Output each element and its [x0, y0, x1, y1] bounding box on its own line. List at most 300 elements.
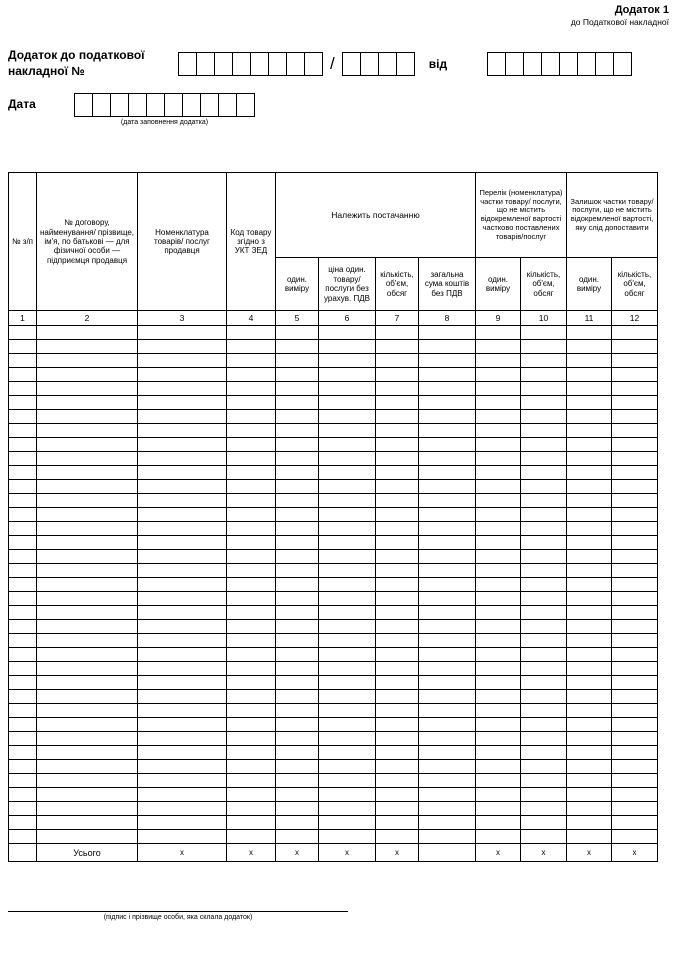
empty-cell[interactable] [319, 662, 376, 676]
empty-cell[interactable] [612, 634, 658, 648]
empty-cell[interactable] [276, 676, 319, 690]
empty-cell[interactable] [227, 396, 276, 410]
empty-cell[interactable] [319, 326, 376, 340]
input-box[interactable] [182, 93, 201, 117]
empty-cell[interactable] [376, 816, 419, 830]
empty-cell[interactable] [476, 480, 521, 494]
empty-cell[interactable] [319, 760, 376, 774]
empty-cell[interactable] [376, 690, 419, 704]
empty-cell[interactable] [419, 578, 476, 592]
empty-cell[interactable] [138, 816, 227, 830]
empty-cell[interactable] [9, 340, 37, 354]
empty-cell[interactable] [37, 522, 138, 536]
empty-cell[interactable] [138, 536, 227, 550]
empty-cell[interactable] [138, 382, 227, 396]
empty-cell[interactable] [419, 410, 476, 424]
input-box[interactable] [396, 52, 415, 76]
empty-cell[interactable] [138, 578, 227, 592]
empty-cell[interactable] [567, 634, 612, 648]
empty-cell[interactable] [9, 788, 37, 802]
empty-cell[interactable] [319, 522, 376, 536]
empty-cell[interactable] [419, 620, 476, 634]
empty-cell[interactable] [612, 466, 658, 480]
empty-cell[interactable] [612, 746, 658, 760]
empty-cell[interactable] [567, 466, 612, 480]
empty-cell[interactable] [227, 774, 276, 788]
empty-cell[interactable] [37, 634, 138, 648]
empty-cell[interactable] [476, 396, 521, 410]
empty-cell[interactable] [376, 438, 419, 452]
empty-cell[interactable] [9, 368, 37, 382]
empty-cell[interactable] [476, 746, 521, 760]
empty-cell[interactable] [276, 354, 319, 368]
empty-cell[interactable] [276, 788, 319, 802]
input-box[interactable] [200, 93, 219, 117]
empty-cell[interactable] [9, 550, 37, 564]
empty-cell[interactable] [319, 802, 376, 816]
empty-cell[interactable] [376, 452, 419, 466]
empty-cell[interactable] [521, 704, 567, 718]
empty-cell[interactable] [567, 662, 612, 676]
empty-cell[interactable] [476, 732, 521, 746]
signature-line[interactable] [8, 910, 348, 912]
empty-cell[interactable] [376, 410, 419, 424]
empty-cell[interactable] [476, 354, 521, 368]
empty-cell[interactable] [612, 816, 658, 830]
empty-cell[interactable] [567, 382, 612, 396]
empty-cell[interactable] [521, 774, 567, 788]
empty-cell[interactable] [567, 494, 612, 508]
empty-cell[interactable] [476, 326, 521, 340]
empty-cell[interactable] [276, 662, 319, 676]
empty-cell[interactable] [227, 410, 276, 424]
input-box[interactable] [360, 52, 379, 76]
empty-cell[interactable] [276, 746, 319, 760]
empty-cell[interactable] [37, 536, 138, 550]
empty-cell[interactable] [319, 648, 376, 662]
empty-cell[interactable] [376, 592, 419, 606]
empty-cell[interactable] [138, 648, 227, 662]
empty-cell[interactable] [227, 424, 276, 438]
empty-cell[interactable] [567, 354, 612, 368]
empty-cell[interactable] [521, 620, 567, 634]
empty-cell[interactable] [476, 536, 521, 550]
empty-cell[interactable] [612, 802, 658, 816]
empty-cell[interactable] [567, 760, 612, 774]
empty-cell[interactable] [521, 452, 567, 466]
empty-cell[interactable] [227, 802, 276, 816]
empty-cell[interactable] [376, 508, 419, 522]
empty-cell[interactable] [138, 620, 227, 634]
empty-cell[interactable] [567, 326, 612, 340]
empty-cell[interactable] [227, 522, 276, 536]
empty-cell[interactable] [476, 648, 521, 662]
empty-cell[interactable] [319, 816, 376, 830]
input-box[interactable] [146, 93, 165, 117]
empty-cell[interactable] [612, 438, 658, 452]
empty-cell[interactable] [9, 424, 37, 438]
input-box[interactable] [505, 52, 524, 76]
empty-cell[interactable] [521, 718, 567, 732]
empty-cell[interactable] [521, 522, 567, 536]
empty-cell[interactable] [567, 830, 612, 844]
empty-cell[interactable] [37, 410, 138, 424]
empty-cell[interactable] [319, 466, 376, 480]
empty-cell[interactable] [476, 564, 521, 578]
empty-cell[interactable] [476, 494, 521, 508]
empty-cell[interactable] [9, 718, 37, 732]
empty-cell[interactable] [521, 340, 567, 354]
empty-cell[interactable] [612, 774, 658, 788]
empty-cell[interactable] [419, 438, 476, 452]
empty-cell[interactable] [138, 704, 227, 718]
empty-cell[interactable] [376, 578, 419, 592]
empty-cell[interactable] [37, 662, 138, 676]
empty-cell[interactable] [376, 788, 419, 802]
empty-cell[interactable] [567, 704, 612, 718]
input-box[interactable] [92, 93, 111, 117]
empty-cell[interactable] [567, 564, 612, 578]
empty-cell[interactable] [9, 396, 37, 410]
input-box[interactable] [613, 52, 632, 76]
empty-cell[interactable] [276, 368, 319, 382]
empty-cell[interactable] [476, 830, 521, 844]
empty-cell[interactable] [319, 788, 376, 802]
empty-cell[interactable] [567, 424, 612, 438]
empty-cell[interactable] [37, 578, 138, 592]
empty-cell[interactable] [319, 718, 376, 732]
empty-cell[interactable] [138, 830, 227, 844]
empty-cell[interactable] [612, 354, 658, 368]
empty-cell[interactable] [419, 606, 476, 620]
empty-cell[interactable] [476, 676, 521, 690]
empty-cell[interactable] [612, 578, 658, 592]
empty-cell[interactable] [319, 732, 376, 746]
empty-cell[interactable] [521, 690, 567, 704]
empty-cell[interactable] [37, 788, 138, 802]
empty-cell[interactable] [37, 690, 138, 704]
empty-cell[interactable] [376, 480, 419, 494]
empty-cell[interactable] [227, 830, 276, 844]
empty-cell[interactable] [521, 592, 567, 606]
empty-cell[interactable] [521, 396, 567, 410]
input-box[interactable] [268, 52, 287, 76]
empty-cell[interactable] [612, 564, 658, 578]
empty-cell[interactable] [319, 536, 376, 550]
empty-cell[interactable] [276, 690, 319, 704]
empty-cell[interactable] [37, 396, 138, 410]
empty-cell[interactable] [9, 746, 37, 760]
empty-cell[interactable] [9, 382, 37, 396]
empty-cell[interactable] [138, 746, 227, 760]
empty-cell[interactable] [376, 494, 419, 508]
empty-cell[interactable] [9, 410, 37, 424]
empty-cell[interactable] [227, 382, 276, 396]
empty-cell[interactable] [419, 452, 476, 466]
empty-cell[interactable] [9, 606, 37, 620]
empty-cell[interactable] [612, 732, 658, 746]
empty-cell[interactable] [419, 508, 476, 522]
empty-cell[interactable] [9, 480, 37, 494]
empty-cell[interactable] [476, 788, 521, 802]
empty-cell[interactable] [9, 466, 37, 480]
empty-cell[interactable] [419, 494, 476, 508]
empty-cell[interactable] [476, 704, 521, 718]
empty-cell[interactable] [319, 382, 376, 396]
empty-cell[interactable] [9, 522, 37, 536]
empty-cell[interactable] [521, 480, 567, 494]
empty-cell[interactable] [567, 690, 612, 704]
empty-cell[interactable] [612, 592, 658, 606]
empty-cell[interactable] [37, 438, 138, 452]
empty-cell[interactable] [9, 536, 37, 550]
empty-cell[interactable] [138, 662, 227, 676]
empty-cell[interactable] [376, 368, 419, 382]
empty-cell[interactable] [9, 816, 37, 830]
empty-cell[interactable] [138, 340, 227, 354]
input-box[interactable] [250, 52, 269, 76]
empty-cell[interactable] [476, 718, 521, 732]
input-box[interactable] [523, 52, 542, 76]
empty-cell[interactable] [227, 508, 276, 522]
empty-cell[interactable] [319, 606, 376, 620]
empty-cell[interactable] [376, 536, 419, 550]
empty-cell[interactable] [567, 480, 612, 494]
empty-cell[interactable] [476, 578, 521, 592]
empty-cell[interactable] [37, 550, 138, 564]
empty-cell[interactable] [521, 438, 567, 452]
empty-cell[interactable] [138, 564, 227, 578]
empty-cell[interactable] [276, 732, 319, 746]
empty-cell[interactable] [37, 732, 138, 746]
empty-cell[interactable] [476, 662, 521, 676]
empty-cell[interactable] [138, 592, 227, 606]
empty-cell[interactable] [138, 424, 227, 438]
empty-cell[interactable] [521, 676, 567, 690]
empty-cell[interactable] [227, 620, 276, 634]
empty-cell[interactable] [419, 396, 476, 410]
empty-cell[interactable] [138, 718, 227, 732]
empty-cell[interactable] [612, 410, 658, 424]
empty-cell[interactable] [138, 396, 227, 410]
empty-cell[interactable] [376, 354, 419, 368]
empty-cell[interactable] [521, 354, 567, 368]
empty-cell[interactable] [276, 564, 319, 578]
empty-cell[interactable] [319, 550, 376, 564]
input-box[interactable] [128, 93, 147, 117]
empty-cell[interactable] [521, 830, 567, 844]
empty-cell[interactable] [138, 466, 227, 480]
empty-cell[interactable] [419, 550, 476, 564]
empty-cell[interactable] [521, 550, 567, 564]
empty-cell[interactable] [376, 396, 419, 410]
empty-cell[interactable] [612, 760, 658, 774]
empty-cell[interactable] [9, 732, 37, 746]
empty-cell[interactable] [376, 620, 419, 634]
empty-cell[interactable] [612, 536, 658, 550]
empty-cell[interactable] [612, 368, 658, 382]
empty-cell[interactable] [521, 326, 567, 340]
empty-cell[interactable] [567, 732, 612, 746]
empty-cell[interactable] [521, 410, 567, 424]
empty-cell[interactable] [419, 704, 476, 718]
empty-cell[interactable] [476, 466, 521, 480]
empty-cell[interactable] [227, 368, 276, 382]
empty-cell[interactable] [227, 760, 276, 774]
empty-cell[interactable] [227, 676, 276, 690]
empty-cell[interactable] [37, 802, 138, 816]
empty-cell[interactable] [376, 634, 419, 648]
input-box[interactable] [164, 93, 183, 117]
input-box[interactable] [218, 93, 237, 117]
empty-cell[interactable] [319, 620, 376, 634]
empty-cell[interactable] [419, 466, 476, 480]
empty-cell[interactable] [612, 704, 658, 718]
empty-cell[interactable] [376, 550, 419, 564]
empty-cell[interactable] [227, 732, 276, 746]
empty-cell[interactable] [227, 746, 276, 760]
empty-cell[interactable] [319, 494, 376, 508]
empty-cell[interactable] [37, 676, 138, 690]
empty-cell[interactable] [9, 438, 37, 452]
empty-cell[interactable] [37, 648, 138, 662]
empty-cell[interactable] [227, 592, 276, 606]
empty-cell[interactable] [567, 438, 612, 452]
empty-cell[interactable] [376, 606, 419, 620]
empty-cell[interactable] [376, 774, 419, 788]
empty-cell[interactable] [521, 606, 567, 620]
empty-cell[interactable] [37, 816, 138, 830]
empty-cell[interactable] [319, 508, 376, 522]
empty-cell[interactable] [612, 648, 658, 662]
empty-cell[interactable] [276, 802, 319, 816]
empty-cell[interactable] [567, 788, 612, 802]
empty-cell[interactable] [567, 774, 612, 788]
empty-cell[interactable] [227, 452, 276, 466]
empty-cell[interactable] [9, 620, 37, 634]
empty-cell[interactable] [37, 382, 138, 396]
input-box[interactable] [214, 52, 233, 76]
empty-cell[interactable] [276, 830, 319, 844]
empty-cell[interactable] [276, 480, 319, 494]
empty-cell[interactable] [376, 802, 419, 816]
empty-cell[interactable] [227, 494, 276, 508]
empty-cell[interactable] [476, 382, 521, 396]
empty-cell[interactable] [9, 326, 37, 340]
empty-cell[interactable] [138, 550, 227, 564]
empty-cell[interactable] [567, 368, 612, 382]
empty-cell[interactable] [37, 508, 138, 522]
empty-cell[interactable] [376, 704, 419, 718]
empty-cell[interactable] [276, 494, 319, 508]
empty-cell[interactable] [37, 494, 138, 508]
empty-cell[interactable] [612, 522, 658, 536]
empty-cell[interactable] [319, 340, 376, 354]
empty-cell[interactable] [521, 788, 567, 802]
empty-cell[interactable] [138, 438, 227, 452]
empty-cell[interactable] [521, 424, 567, 438]
empty-cell[interactable] [227, 662, 276, 676]
input-box[interactable] [342, 52, 361, 76]
empty-cell[interactable] [9, 760, 37, 774]
empty-cell[interactable] [612, 508, 658, 522]
totals-cell[interactable] [419, 844, 476, 862]
empty-cell[interactable] [567, 508, 612, 522]
empty-cell[interactable] [227, 438, 276, 452]
empty-cell[interactable] [612, 620, 658, 634]
empty-cell[interactable] [521, 662, 567, 676]
empty-cell[interactable] [138, 774, 227, 788]
empty-cell[interactable] [37, 718, 138, 732]
empty-cell[interactable] [138, 676, 227, 690]
empty-cell[interactable] [376, 718, 419, 732]
empty-cell[interactable] [138, 452, 227, 466]
empty-cell[interactable] [376, 564, 419, 578]
empty-cell[interactable] [319, 830, 376, 844]
empty-cell[interactable] [567, 606, 612, 620]
empty-cell[interactable] [476, 774, 521, 788]
input-box[interactable] [196, 52, 215, 76]
empty-cell[interactable] [612, 550, 658, 564]
empty-cell[interactable] [567, 410, 612, 424]
input-box[interactable] [110, 93, 129, 117]
empty-cell[interactable] [476, 410, 521, 424]
empty-cell[interactable] [276, 606, 319, 620]
empty-cell[interactable] [567, 536, 612, 550]
empty-cell[interactable] [138, 634, 227, 648]
empty-cell[interactable] [37, 564, 138, 578]
empty-cell[interactable] [9, 774, 37, 788]
empty-cell[interactable] [612, 424, 658, 438]
empty-cell[interactable] [9, 494, 37, 508]
input-box[interactable] [74, 93, 93, 117]
empty-cell[interactable] [37, 606, 138, 620]
empty-cell[interactable] [419, 648, 476, 662]
empty-cell[interactable] [9, 564, 37, 578]
input-box[interactable] [236, 93, 255, 117]
empty-cell[interactable] [319, 578, 376, 592]
empty-cell[interactable] [227, 648, 276, 662]
empty-cell[interactable] [9, 634, 37, 648]
empty-cell[interactable] [227, 536, 276, 550]
empty-cell[interactable] [419, 340, 476, 354]
empty-cell[interactable] [419, 368, 476, 382]
empty-cell[interactable] [567, 522, 612, 536]
empty-cell[interactable] [276, 466, 319, 480]
empty-cell[interactable] [476, 508, 521, 522]
empty-cell[interactable] [276, 550, 319, 564]
empty-cell[interactable] [227, 816, 276, 830]
empty-cell[interactable] [521, 564, 567, 578]
empty-cell[interactable] [37, 592, 138, 606]
empty-cell[interactable] [419, 676, 476, 690]
empty-cell[interactable] [37, 340, 138, 354]
empty-cell[interactable] [138, 788, 227, 802]
empty-cell[interactable] [276, 704, 319, 718]
empty-cell[interactable] [376, 466, 419, 480]
empty-cell[interactable] [138, 326, 227, 340]
input-box[interactable] [304, 52, 323, 76]
empty-cell[interactable] [227, 466, 276, 480]
empty-cell[interactable] [419, 592, 476, 606]
empty-cell[interactable] [37, 774, 138, 788]
empty-cell[interactable] [612, 676, 658, 690]
empty-cell[interactable] [419, 354, 476, 368]
empty-cell[interactable] [9, 508, 37, 522]
empty-cell[interactable] [227, 634, 276, 648]
empty-cell[interactable] [612, 340, 658, 354]
empty-cell[interactable] [138, 508, 227, 522]
